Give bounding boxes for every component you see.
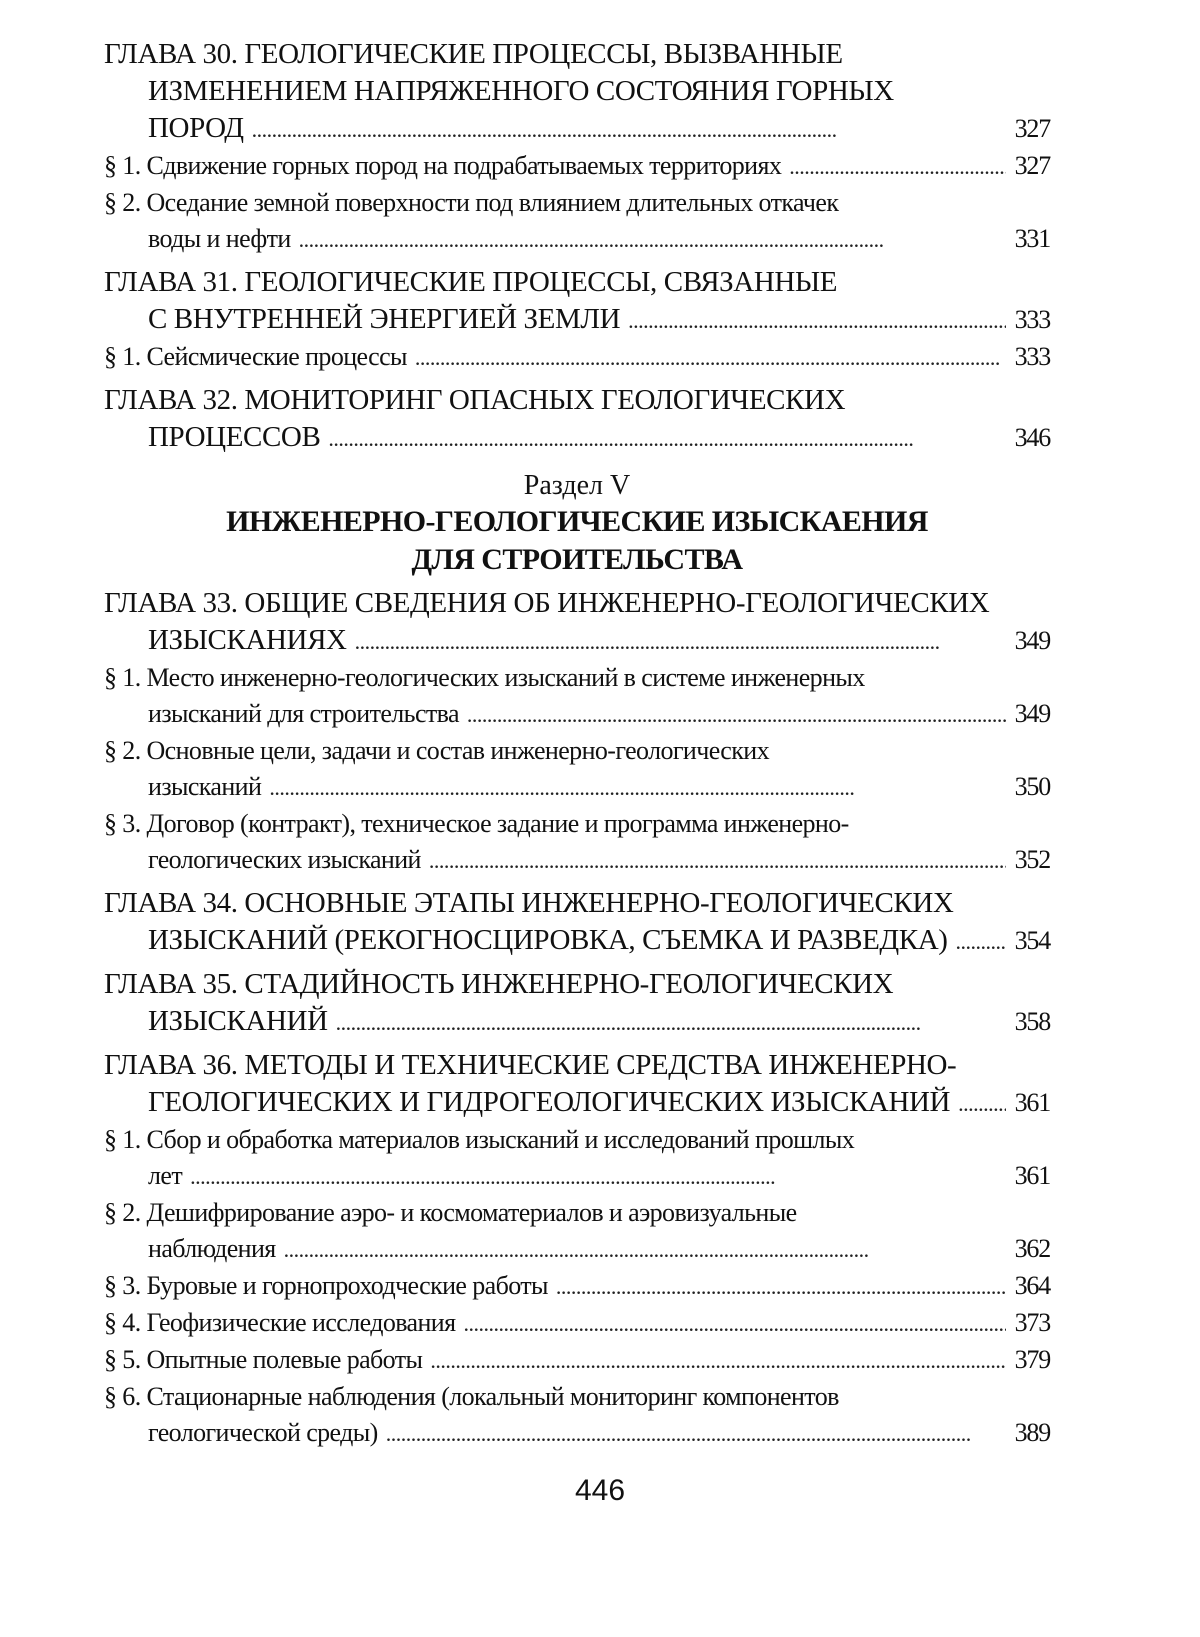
part-title-line-2: ДЛЯ СТРОИТЕЛЬСТВА	[411, 543, 743, 576]
toc-page-number: 333	[1014, 305, 1050, 334]
toc-entry-section	[104, 1195, 1050, 1268]
toc-entry-line	[104, 622, 1050, 660]
toc-entry-text: § 2. Оседание земной поверхности под влиянием длительных откачек	[104, 188, 839, 217]
toc-entry-text: ГЛАВА 35. СТАДИЙНОСТЬ ИНЖЕНЕРНО-ГЕОЛОГИЧЕСКИХ	[104, 968, 894, 1000]
toc-entry-chapter	[104, 382, 1050, 457]
toc-entry-text: геологических изысканий	[148, 845, 421, 874]
toc-group-before-part	[104, 36, 1050, 457]
dot-leader	[328, 420, 1006, 457]
toc-entry-text: ИЗМЕНЕНИЕМ НАПРЯЖЕННОГО СОСТОЯНИЯ ГОРНЫХ	[148, 75, 894, 107]
toc-page-number: 349	[1014, 626, 1050, 655]
toc-entry-line	[104, 585, 1050, 622]
toc-entry-line	[104, 419, 1050, 457]
toc-entry-line	[104, 966, 1050, 1003]
table-of-contents	[104, 36, 1050, 1452]
toc-entry-text: ГЕОЛОГИЧЕСКИХ И ГИДРОГЕОЛОГИЧЕСКИХ ИЗЫСКАНИЙ	[148, 1086, 951, 1118]
toc-page-number: 361	[1014, 1161, 1050, 1190]
toc-entry-line	[104, 733, 1050, 769]
toc-entry-text: ИЗЫСКАНИЯХ	[148, 624, 347, 656]
toc-entry-line	[104, 73, 1050, 110]
toc-entry-line	[104, 1268, 1050, 1305]
dot-leader	[956, 923, 1006, 960]
toc-entry-text: § 2. Дешифрирование аэро- и космоматериалов и аэровизуальные	[104, 1198, 797, 1227]
dot-leader	[429, 843, 1006, 879]
toc-entry-line	[104, 185, 1050, 221]
dot-leader	[958, 1085, 1006, 1122]
toc-entry-line	[104, 264, 1050, 301]
toc-entry-text: § 4. Геофизические исследования	[104, 1308, 456, 1337]
toc-entry-line	[104, 696, 1050, 733]
dot-leader	[415, 340, 1006, 376]
toc-entry-section	[104, 1305, 1050, 1342]
dot-leader	[190, 1159, 1006, 1195]
toc-entry-line	[104, 769, 1050, 806]
toc-page-number: 379	[1014, 1345, 1050, 1374]
toc-entry-text: изысканий	[148, 772, 262, 801]
toc-entry-line	[104, 382, 1050, 419]
dot-leader	[789, 149, 1006, 185]
toc-entry-text: § 3. Договор (контракт), техническое задание и программа инженерно-	[104, 809, 849, 838]
toc-entry-line	[104, 110, 1050, 148]
toc-page-number: 364	[1014, 1271, 1050, 1300]
dot-leader	[386, 1416, 1006, 1452]
toc-entry-section	[104, 806, 1050, 879]
toc-entry-line	[104, 221, 1050, 258]
toc-page-number: 346	[1014, 423, 1050, 452]
toc-entry-line	[104, 1195, 1050, 1231]
toc-entry-section	[104, 148, 1050, 185]
toc-entry-text: § 3. Буровые и горнопроходческие работы	[104, 1271, 548, 1300]
toc-entry-text: С ВНУТРЕННЕЙ ЭНЕРГИЕЙ ЗЕМЛИ	[148, 303, 621, 335]
toc-entry-line	[104, 885, 1050, 922]
toc-entry-line	[104, 1231, 1050, 1268]
toc-entry-line	[104, 1084, 1050, 1122]
dot-leader	[252, 111, 1006, 148]
dot-leader	[430, 1343, 1006, 1379]
toc-entry-text: ИЗЫСКАНИЙ	[148, 1005, 328, 1037]
toc-entry-line	[104, 1158, 1050, 1195]
toc-entry-section	[104, 185, 1050, 258]
toc-entry-line	[104, 339, 1050, 376]
toc-entry-line	[104, 922, 1050, 960]
toc-entry-chapter	[104, 585, 1050, 660]
toc-entry-line	[104, 1003, 1050, 1041]
toc-entry-section	[104, 1122, 1050, 1195]
toc-entry-line	[104, 1122, 1050, 1158]
toc-entry-chapter	[104, 885, 1050, 960]
toc-entry-section	[104, 1342, 1050, 1379]
toc-entry-text: § 6. Стационарные наблюдения (локальный мониторинг компонентов	[104, 1382, 839, 1411]
toc-entry-text: ГЛАВА 32. МОНИТОРИНГ ОПАСНЫХ ГЕОЛОГИЧЕСКИХ	[104, 384, 846, 416]
dot-leader	[556, 1269, 1006, 1305]
toc-page-number: 331	[1014, 224, 1050, 253]
dot-leader	[463, 1306, 1006, 1342]
toc-page-number: 349	[1014, 699, 1050, 728]
toc-entry-line	[104, 1415, 1050, 1452]
toc-entry-line	[104, 148, 1050, 185]
page-number: 446	[574, 1474, 626, 1507]
dot-leader	[336, 1004, 1006, 1041]
toc-page-number: 358	[1014, 1007, 1050, 1036]
toc-entry-section	[104, 339, 1050, 376]
toc-entry-line	[104, 301, 1050, 339]
toc-entry-text: § 1. Сейсмические процессы	[104, 342, 407, 371]
toc-entry-text: ГЛАВА 30. ГЕОЛОГИЧЕСКИЕ ПРОЦЕССЫ, ВЫЗВАННЫЕ	[104, 38, 843, 70]
dot-leader	[628, 302, 1006, 339]
dot-leader	[269, 770, 1006, 806]
dot-leader	[355, 623, 1006, 660]
dot-leader	[284, 1232, 1006, 1268]
toc-entry-text: ГЛАВА 33. ОБЩИЕ СВЕДЕНИЯ ОБ ИНЖЕНЕРНО-ГЕОЛОГИЧЕСКИХ	[104, 587, 990, 619]
toc-page-number: 373	[1014, 1308, 1050, 1337]
toc-entry-text: § 2. Основные цели, задачи и состав инженерно-геологических	[104, 736, 769, 765]
toc-entry-section	[104, 1379, 1050, 1452]
toc-entry-line	[104, 1379, 1050, 1415]
toc-entry-text: ГЛАВА 36. МЕТОДЫ И ТЕХНИЧЕСКИЕ СРЕДСТВА ИНЖЕНЕРНО-	[104, 1049, 957, 1081]
toc-page-number: 362	[1014, 1234, 1050, 1263]
toc-entry-text: § 1. Место инженерно-геологических изысканий в системе инженерных	[104, 663, 865, 692]
toc-entry-chapter	[104, 966, 1050, 1041]
toc-entry-text: ИЗЫСКАНИЙ (РЕКОГНОСЦИРОВКА, СЪЕМКА И РАЗВЕДКА)	[148, 924, 948, 956]
toc-entry-chapter	[104, 264, 1050, 339]
toc-entry-line	[104, 1047, 1050, 1084]
toc-entry-line	[104, 660, 1050, 696]
toc-page-number: 350	[1014, 772, 1050, 801]
toc-page-number: 352	[1014, 845, 1050, 874]
toc-entry-text: ПОРОД	[148, 112, 244, 144]
toc-entry-chapter	[104, 36, 1050, 148]
toc-entry-section	[104, 1268, 1050, 1305]
toc-entry-text: геологической среды)	[148, 1418, 378, 1447]
part-heading	[104, 469, 1050, 579]
toc-page-number: 389	[1014, 1418, 1050, 1447]
toc-entry-text: наблюдения	[148, 1234, 276, 1263]
toc-entry-line	[104, 36, 1050, 73]
toc-page-number: 327	[1014, 151, 1050, 180]
part-title-line-1: ИНЖЕНЕРНО-ГЕОЛОГИЧЕСКИЕ ИЗЫСКАЕНИЯ	[226, 505, 928, 538]
dot-leader	[299, 222, 1006, 258]
toc-page-number: 327	[1014, 114, 1050, 143]
toc-page-number: 361	[1014, 1088, 1050, 1117]
toc-entry-text: воды и нефти	[148, 224, 291, 253]
toc-entry-section	[104, 660, 1050, 733]
toc-entry-line	[104, 1305, 1050, 1342]
toc-entry-text: § 5. Опытные полевые работы	[104, 1345, 423, 1374]
toc-entry-section	[104, 733, 1050, 806]
toc-page-number: 354	[1014, 926, 1050, 955]
toc-page-number: 333	[1014, 342, 1050, 371]
toc-entry-line	[104, 842, 1050, 879]
part-label: Раздел V	[523, 470, 631, 501]
dot-leader	[467, 697, 1006, 733]
toc-entry-text: § 1. Сдвижение горных пород на подрабатываемых территориях	[104, 151, 782, 180]
toc-entry-text: ГЛАВА 34. ОСНОВНЫЕ ЭТАПЫ ИНЖЕНЕРНО-ГЕОЛОГИЧЕСКИХ	[104, 887, 954, 919]
toc-entry-line	[104, 806, 1050, 842]
toc-entry-chapter	[104, 1047, 1050, 1122]
toc-entry-text: ГЛАВА 31. ГЕОЛОГИЧЕСКИЕ ПРОЦЕССЫ, СВЯЗАННЫЕ	[104, 266, 838, 298]
toc-entry-text: ПРОЦЕССОВ	[148, 421, 321, 453]
toc-entry-text: лет	[148, 1161, 183, 1190]
toc-entry-line	[104, 1342, 1050, 1379]
toc-entry-text: § 1. Сбор и обработка материалов изысканий и исследований прошлых	[104, 1125, 855, 1154]
toc-group-after-part	[104, 585, 1050, 1452]
toc-entry-text: изысканий для строительства	[148, 699, 459, 728]
